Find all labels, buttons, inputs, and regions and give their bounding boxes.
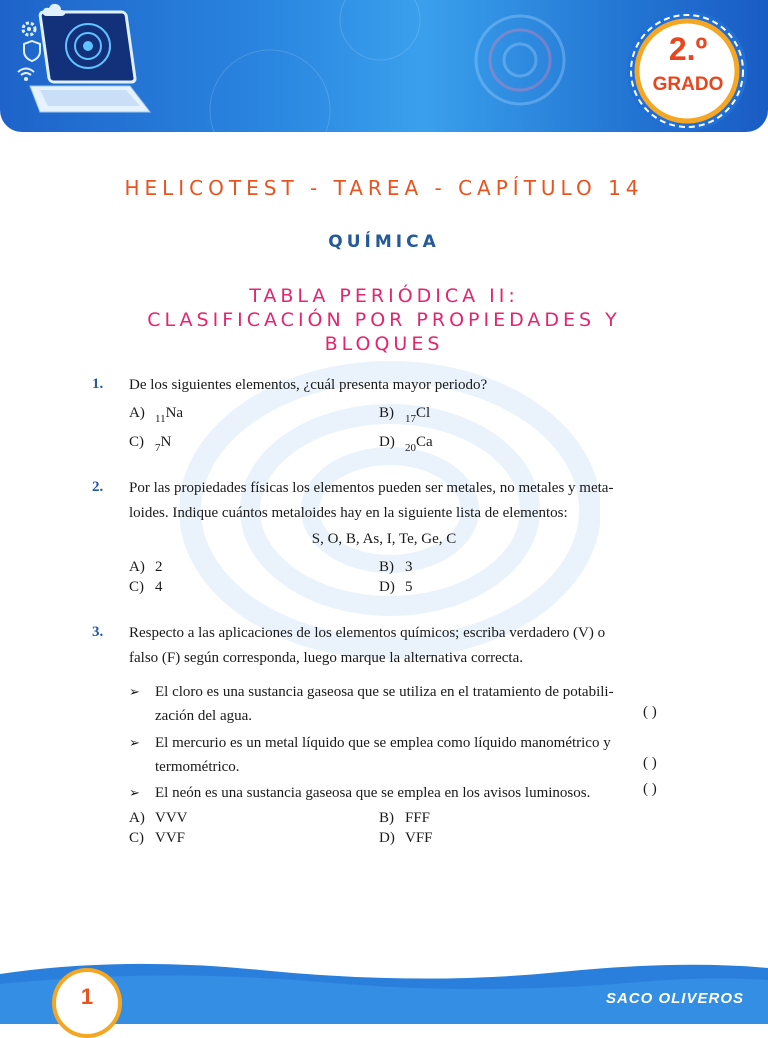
question-number: 1.: [92, 376, 104, 392]
answer-blank: ( ): [643, 704, 657, 720]
topic-line-2: CLASIFICACIÓN POR PROPIEDADES Y: [147, 309, 621, 331]
statement: [155, 781, 635, 805]
option-c: [129, 434, 172, 454]
option-label: A): [129, 405, 145, 421]
element-symbol: Na: [165, 405, 184, 421]
brand-logo: SACO OLIVEROS: [605, 990, 744, 1007]
option-label: D): [379, 830, 395, 846]
statement-line-1: El neón es una sustancia gaseosa que se emplea en los avisos luminosos.: [155, 785, 591, 801]
option-label: C): [129, 579, 144, 595]
option-value: FFF: [405, 810, 431, 826]
arrow-bullet-icon: ➢: [129, 735, 140, 750]
option-b: [379, 559, 413, 576]
subject-title: QUÍMICA: [328, 232, 440, 252]
topic-line-3: BLOQUES: [324, 333, 444, 355]
statement-line-2: termométrico.: [155, 759, 240, 775]
question-number: 3.: [92, 624, 104, 640]
option-value: 4: [155, 579, 163, 595]
grade-word: GRADO: [652, 74, 724, 95]
question-text-line-1: Respecto a las aplicaciones de los elementos químicos; escriba verdadero (V) o: [129, 625, 606, 641]
option-b: [379, 405, 431, 425]
option-b: [379, 810, 430, 827]
statement: [155, 680, 675, 728]
question-text-line-2: loides. Indique cuántos metaloides hay en la siguiente lista de elementos:: [129, 505, 568, 521]
answer-blank: ( ): [643, 755, 657, 771]
answer-blank: ( ): [643, 781, 657, 797]
question-text: [129, 476, 675, 526]
atomic-number: 7: [155, 442, 161, 454]
option-label: C): [129, 434, 144, 450]
shield-icon: [22, 40, 42, 62]
element-symbol: Cl: [416, 405, 431, 421]
option-value: 2: [155, 559, 163, 575]
option-c: [129, 830, 185, 847]
atomic-number: 20: [405, 442, 416, 454]
element-list: S, O, B, As, I, Te, Ge, C: [311, 531, 457, 547]
question-text: De los siguientes elementos, ¿cuál presenta mayor periodo?: [129, 377, 488, 393]
question-text: [129, 621, 675, 671]
statement-line-1: El mercurio es un metal líquido que se emplea como líquido manométrico y: [155, 735, 611, 751]
option-a: [129, 810, 188, 827]
element-symbol: N: [160, 434, 172, 450]
option-label: D): [379, 579, 395, 595]
option-value: VVF: [155, 830, 186, 846]
option-label: B): [379, 559, 394, 575]
option-value: VVV: [155, 810, 188, 826]
statement-line-1: El cloro es una sustancia gaseosa que se utiliza en el tratamiento de potabili-: [155, 684, 614, 700]
topic-line-1: TABLA PERIÓDICA II:: [249, 285, 519, 307]
option-label: A): [129, 810, 145, 826]
cloud-icon: [42, 2, 66, 18]
option-a: [129, 559, 163, 576]
main-title: HELICOTEST - TAREA - CAPÍTULO 14: [124, 176, 644, 200]
option-d: [379, 579, 413, 596]
atomic-number: 11: [155, 413, 166, 425]
statement-line-2: zación del agua.: [155, 708, 253, 724]
question-text-line-1: Por las propiedades físicas los elementos pueden ser metales, no metales y meta-: [129, 480, 614, 496]
element-symbol: Ca: [416, 434, 433, 450]
option-label: B): [379, 405, 394, 421]
grade-number: 2.º: [668, 31, 708, 67]
gear-icon: [18, 18, 40, 40]
option-d: [379, 434, 433, 454]
option-c: [129, 579, 163, 596]
topic-title: [0, 284, 768, 356]
option-value: VFF: [405, 830, 433, 846]
wifi-icon: [16, 66, 36, 82]
grade-badge: [624, 8, 750, 134]
arrow-bullet-icon: ➢: [129, 684, 140, 699]
option-label: A): [129, 559, 145, 575]
question-number: 2.: [92, 479, 104, 495]
option-d: [379, 830, 433, 847]
option-label: D): [379, 434, 395, 450]
question-text-line-2: falso (F) según corresponda, luego marque la alternativa correcta.: [129, 650, 523, 666]
option-a: [129, 405, 184, 425]
option-value: 3: [405, 559, 413, 575]
arrow-bullet-icon: ➢: [129, 785, 140, 800]
option-label: C): [129, 830, 144, 846]
page-number: 1: [80, 984, 94, 1009]
option-label: B): [379, 810, 394, 826]
option-value: 5: [405, 579, 413, 595]
atomic-number: 17: [405, 413, 416, 425]
statement: [155, 731, 675, 779]
